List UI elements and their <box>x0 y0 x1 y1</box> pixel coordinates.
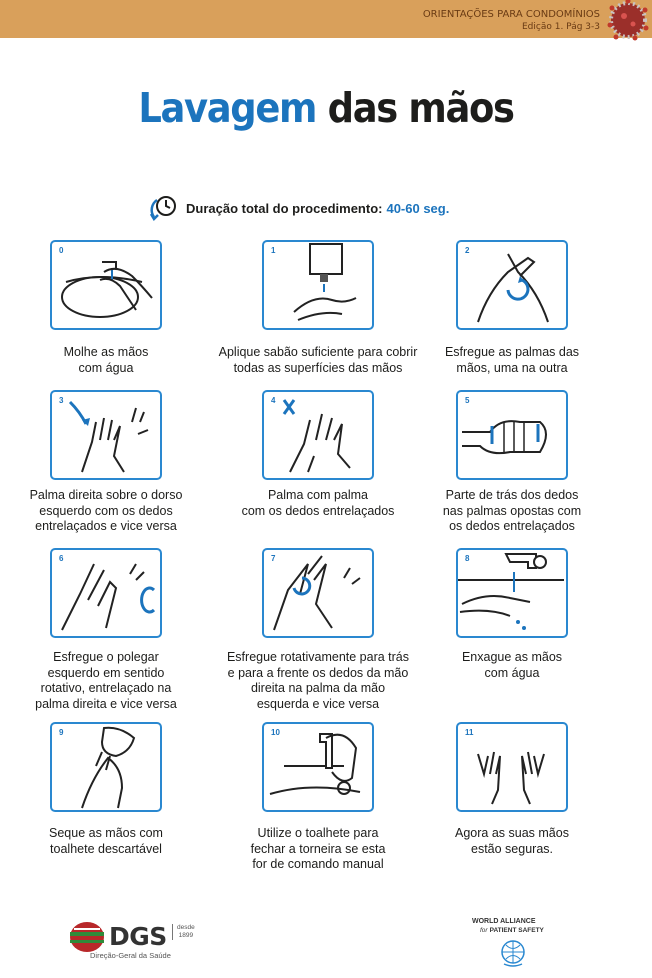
fingertips-rotation-icon <box>264 550 371 635</box>
duration-line <box>148 193 449 223</box>
step-2-illustration <box>456 240 568 330</box>
rub-palms-icon <box>458 242 565 327</box>
step-number: 8 <box>465 554 470 563</box>
wet-hands-icon <box>52 242 159 327</box>
step-6-illustration <box>50 548 162 638</box>
step-number: 3 <box>59 396 64 405</box>
close-tap-icon <box>264 724 371 809</box>
header-title: ORIENTAÇÕES PARA CONDOMÍNIOS <box>422 9 600 20</box>
step-3-illustration <box>50 390 162 480</box>
step-8-caption: Enxague as mãos com água <box>461 650 563 680</box>
step-5-illustration <box>456 390 568 480</box>
dgs-acronym: DGS <box>109 922 167 951</box>
palm-over-dorsum-icon <box>52 392 159 477</box>
header-bar <box>0 0 652 38</box>
backs-of-fingers-icon <box>458 392 565 477</box>
step-9-illustration <box>50 722 162 812</box>
safe-hands-icon <box>458 724 565 809</box>
step-10-illustration <box>262 722 374 812</box>
step-number: 7 <box>271 554 276 563</box>
step-0-caption: Molhe as mãos com água <box>63 345 149 375</box>
coronavirus-icon <box>602 0 650 48</box>
step-1-caption: Aplique sabão suficiente para cobrir todas as superfícies das mãos <box>218 345 418 375</box>
who-logo <box>470 918 560 968</box>
dry-hands-icon <box>52 724 159 809</box>
who-line1: WORLD ALLIANCE <box>472 918 536 925</box>
thumb-rotation-icon <box>52 550 159 635</box>
step-number: 1 <box>271 246 276 255</box>
step-7-caption: Esfregue rotativamente para trás e para a frente os dedos da mão direita na palma da mão esquerda e vice versa <box>226 650 410 711</box>
step-4-illustration <box>262 390 374 480</box>
step-number: 5 <box>465 396 470 405</box>
step-10-caption: Utilize o toalhete para fechar a torneira se esta for de comando manual <box>250 826 386 871</box>
header-edition: Edição 1. Pág 3-3 <box>522 22 600 32</box>
interlaced-fingers-icon <box>264 392 371 477</box>
step-9-caption: Seque as mãos com toalhete descartável <box>49 826 163 856</box>
duration-label: Duração total do procedimento: <box>186 200 383 216</box>
step-8-illustration <box>456 548 568 638</box>
step-11-caption: Agora as suas mãos estão seguras. <box>455 826 569 856</box>
step-7-illustration <box>262 548 374 638</box>
step-11-illustration <box>456 722 568 812</box>
step-number: 2 <box>465 246 470 255</box>
dgs-since: desde 1899 <box>172 924 195 940</box>
who-line2: for PATIENT SAFETY <box>480 927 544 934</box>
step-number: 11 <box>465 728 474 737</box>
step-number: 10 <box>271 728 280 737</box>
duration-value: 40-60 seg. <box>386 200 450 216</box>
step-4-caption: Palma com palma com os dedos entrelaçados <box>241 488 395 518</box>
step-number: 0 <box>59 246 64 255</box>
step-5-caption: Parte de trás dos dedos nas palmas opostas com os dedos entrelaçados <box>442 488 582 533</box>
step-2-caption: Esfregue as palmas das mãos, uma na outra <box>444 345 580 375</box>
title-part2: das mãos <box>327 84 514 132</box>
step-number: 6 <box>59 554 64 563</box>
dgs-name: Direção-Geral da Saúde <box>90 951 171 960</box>
soap-dispenser-icon <box>264 242 371 327</box>
step-3-caption: Palma direita sobre o dorso esquerdo com os dedos entrelaçados e vice versa <box>29 488 183 533</box>
step-number: 4 <box>271 396 276 405</box>
step-0-illustration <box>50 240 162 330</box>
dgs-logo <box>68 918 198 964</box>
step-1-illustration <box>262 240 374 330</box>
who-emblem-icon <box>498 938 528 968</box>
page-title <box>33 84 620 132</box>
dgs-emblem-icon <box>68 920 106 954</box>
title-part1: Lavagem <box>138 84 317 132</box>
clock-icon <box>148 193 178 223</box>
step-6-caption: Esfregue o polegar esquerdo em sentido rotativo, entrelaçado na palma direita e vice versa <box>35 650 177 711</box>
rinse-hands-icon <box>458 550 565 635</box>
step-number: 9 <box>59 728 64 737</box>
